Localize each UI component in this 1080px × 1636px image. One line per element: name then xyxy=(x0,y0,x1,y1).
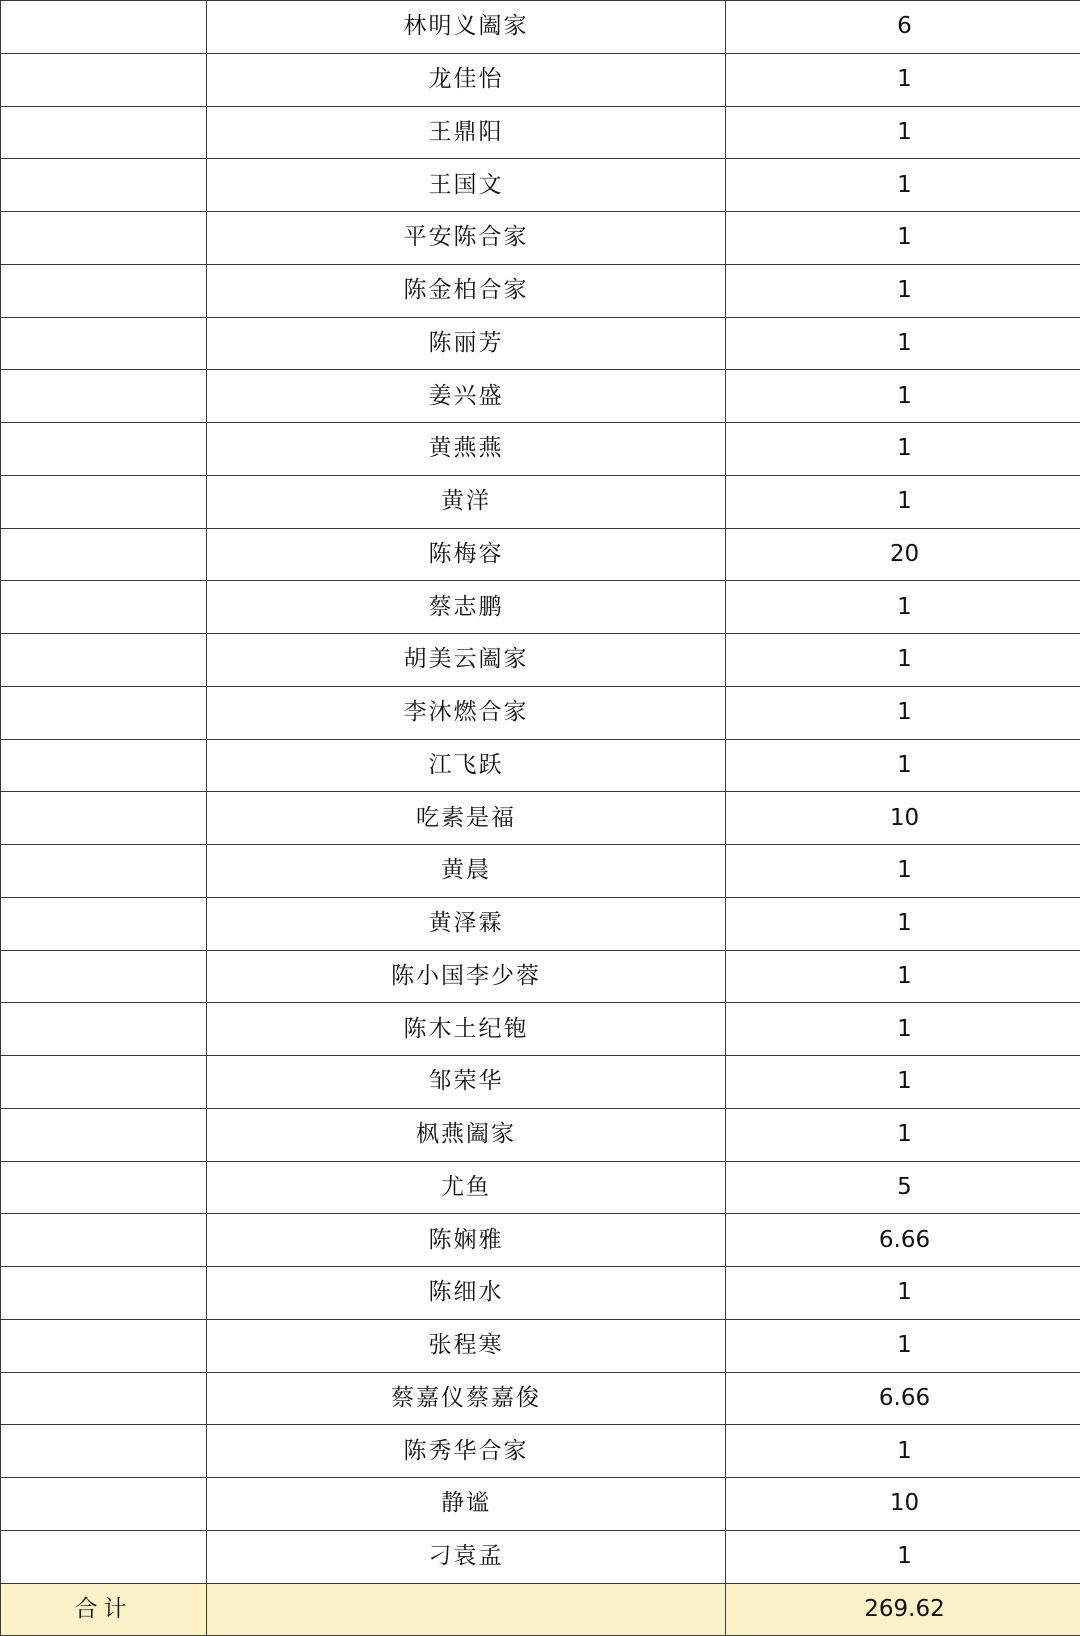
donation-amount-cell: 6.66 xyxy=(726,1372,1080,1425)
donation-amount-cell: 1 xyxy=(726,739,1080,792)
table-cell-empty xyxy=(1,1161,207,1214)
table-row xyxy=(1,634,1080,687)
donation-amount-cell: 1 xyxy=(726,950,1080,1003)
donor-name-cell: 李沐燃合家 xyxy=(207,686,726,739)
table-cell-empty xyxy=(1,581,207,634)
total-empty-cell xyxy=(207,1583,726,1636)
donation-amount-cell: 1 xyxy=(726,1319,1080,1372)
table-row xyxy=(1,1108,1080,1161)
table-row xyxy=(1,1003,1080,1056)
donation-amount-cell: 6.66 xyxy=(726,1214,1080,1267)
table-cell-empty xyxy=(1,1214,207,1267)
donor-name-cell: 陈秀华合家 xyxy=(207,1425,726,1478)
donor-name-cell: 黄洋 xyxy=(207,475,726,528)
donation-amount-cell: 1 xyxy=(726,1425,1080,1478)
table-row xyxy=(1,212,1080,265)
donation-table-body xyxy=(1,1,1080,1636)
table-row xyxy=(1,53,1080,106)
donor-name-cell: 张程寒 xyxy=(207,1319,726,1372)
table-row xyxy=(1,1214,1080,1267)
donor-name-cell: 吃素是福 xyxy=(207,792,726,845)
donor-name-cell: 王国文 xyxy=(207,159,726,212)
table-cell-empty xyxy=(1,1056,207,1109)
donation-amount-cell: 1 xyxy=(726,475,1080,528)
table-cell-empty xyxy=(1,1372,207,1425)
donation-amount-cell: 1 xyxy=(726,423,1080,476)
table-cell-empty xyxy=(1,1478,207,1531)
donor-name-cell: 刁袁孟 xyxy=(207,1530,726,1583)
donation-amount-cell: 1 xyxy=(726,897,1080,950)
table-cell-empty xyxy=(1,634,207,687)
table-cell-empty xyxy=(1,317,207,370)
table-row xyxy=(1,897,1080,950)
table-cell-empty xyxy=(1,1,207,54)
table-row xyxy=(1,264,1080,317)
table-cell-empty xyxy=(1,845,207,898)
table-cell-empty xyxy=(1,897,207,950)
donation-amount-cell: 1 xyxy=(726,370,1080,423)
donor-name-cell: 陈细水 xyxy=(207,1267,726,1320)
table-row xyxy=(1,528,1080,581)
donor-name-cell: 蔡志鹏 xyxy=(207,581,726,634)
donor-name-cell: 陈梅容 xyxy=(207,528,726,581)
donation-amount-cell: 1 xyxy=(726,159,1080,212)
donation-amount-cell: 1 xyxy=(726,1003,1080,1056)
table-cell-empty xyxy=(1,1530,207,1583)
donation-amount-cell: 20 xyxy=(726,528,1080,581)
table-cell-empty xyxy=(1,1319,207,1372)
table-row xyxy=(1,1,1080,54)
donor-name-cell: 陈木土纪铇 xyxy=(207,1003,726,1056)
table-cell-empty xyxy=(1,1108,207,1161)
donation-amount-cell: 1 xyxy=(726,1056,1080,1109)
donor-name-cell: 龙佳怡 xyxy=(207,53,726,106)
table-cell-empty xyxy=(1,212,207,265)
table-row xyxy=(1,159,1080,212)
donation-amount-cell: 5 xyxy=(726,1161,1080,1214)
table-cell-empty xyxy=(1,528,207,581)
table-cell-empty xyxy=(1,950,207,1003)
table-cell-empty xyxy=(1,264,207,317)
donor-name-cell: 姜兴盛 xyxy=(207,370,726,423)
table-row xyxy=(1,792,1080,845)
donation-amount-cell: 1 xyxy=(726,106,1080,159)
donor-name-cell: 静谧 xyxy=(207,1478,726,1531)
donation-amount-cell: 1 xyxy=(726,317,1080,370)
table-row xyxy=(1,1530,1080,1583)
donation-amount-cell: 1 xyxy=(726,581,1080,634)
table-row xyxy=(1,317,1080,370)
donation-amount-cell: 10 xyxy=(726,1478,1080,1531)
donor-name-cell: 江飞跃 xyxy=(207,739,726,792)
donation-amount-cell: 6 xyxy=(726,1,1080,54)
donor-name-cell: 黄泽霖 xyxy=(207,897,726,950)
table-row xyxy=(1,845,1080,898)
donor-name-cell: 陈金柏合家 xyxy=(207,264,726,317)
donation-amount-cell: 1 xyxy=(726,264,1080,317)
table-cell-empty xyxy=(1,423,207,476)
table-cell-empty xyxy=(1,686,207,739)
table-cell-empty xyxy=(1,1267,207,1320)
donor-name-cell: 陈小国李少蓉 xyxy=(207,950,726,1003)
donor-name-cell: 黄晨 xyxy=(207,845,726,898)
donation-amount-cell: 1 xyxy=(726,1108,1080,1161)
donation-amount-cell: 1 xyxy=(726,212,1080,265)
total-row xyxy=(1,1583,1080,1636)
donation-amount-cell: 1 xyxy=(726,1530,1080,1583)
total-label: 合计 xyxy=(1,1583,207,1636)
table-cell-empty xyxy=(1,792,207,845)
table-row xyxy=(1,686,1080,739)
donor-name-cell: 平安陈合家 xyxy=(207,212,726,265)
table-cell-empty xyxy=(1,106,207,159)
table-cell-empty xyxy=(1,1425,207,1478)
table-row xyxy=(1,106,1080,159)
donor-name-cell: 胡美云阖家 xyxy=(207,634,726,687)
table-cell-empty xyxy=(1,475,207,528)
total-amount: 269.62 xyxy=(726,1583,1080,1636)
donor-name-cell: 尤鱼 xyxy=(207,1161,726,1214)
donor-name-cell: 王鼎阳 xyxy=(207,106,726,159)
table-cell-empty xyxy=(1,159,207,212)
table-row xyxy=(1,423,1080,476)
donor-name-cell: 林明义阖家 xyxy=(207,1,726,54)
donation-amount-cell: 1 xyxy=(726,1267,1080,1320)
donor-name-cell: 枫燕阖家 xyxy=(207,1108,726,1161)
donation-amount-cell: 1 xyxy=(726,845,1080,898)
table-row xyxy=(1,739,1080,792)
donation-amount-cell: 1 xyxy=(726,686,1080,739)
table-row xyxy=(1,1372,1080,1425)
table-row xyxy=(1,1478,1080,1531)
table-row xyxy=(1,1425,1080,1478)
table-row xyxy=(1,1267,1080,1320)
table-cell-empty xyxy=(1,1003,207,1056)
donor-name-cell: 陈丽芳 xyxy=(207,317,726,370)
table-row xyxy=(1,581,1080,634)
table-row xyxy=(1,950,1080,1003)
table-row xyxy=(1,1161,1080,1214)
donor-name-cell: 黄燕燕 xyxy=(207,423,726,476)
table-row xyxy=(1,1056,1080,1109)
donor-name-cell: 邹荣华 xyxy=(207,1056,726,1109)
table-row xyxy=(1,370,1080,423)
table-cell-empty xyxy=(1,370,207,423)
donor-name-cell: 陈娴雅 xyxy=(207,1214,726,1267)
table-cell-empty xyxy=(1,739,207,792)
donation-amount-cell: 10 xyxy=(726,792,1080,845)
donation-amount-cell: 1 xyxy=(726,634,1080,687)
table-cell-empty xyxy=(1,53,207,106)
table-row xyxy=(1,1319,1080,1372)
table-row xyxy=(1,475,1080,528)
donation-amount-cell: 1 xyxy=(726,53,1080,106)
donor-name-cell: 蔡嘉仪蔡嘉俊 xyxy=(207,1372,726,1425)
